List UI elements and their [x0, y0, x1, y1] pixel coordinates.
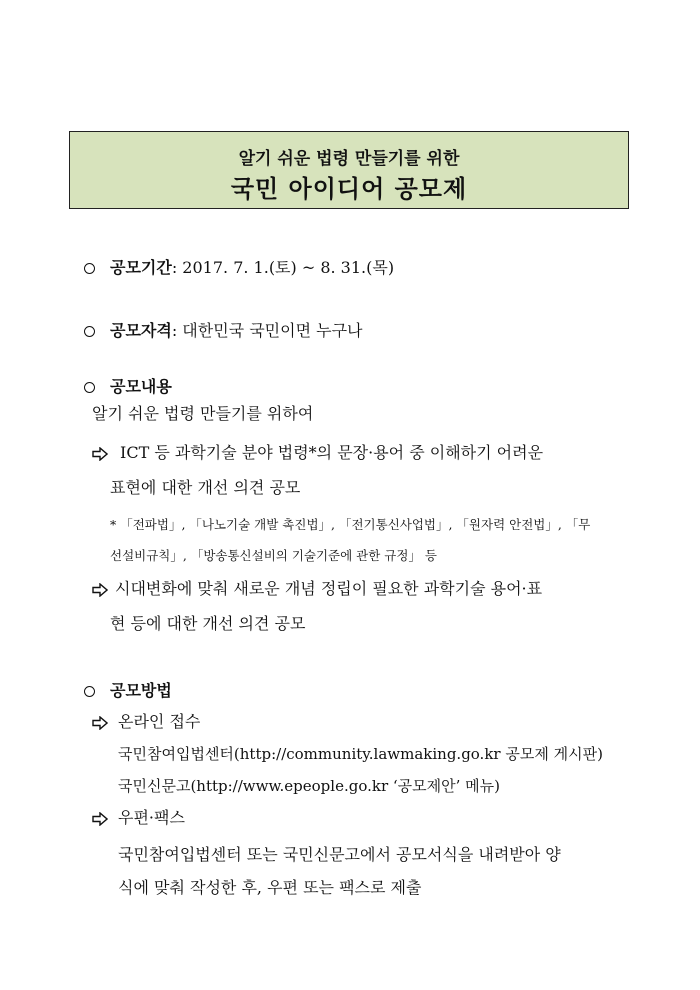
circle-bullet-icon: [84, 326, 95, 337]
period-line: [110, 258, 394, 278]
method-online-1: 국민참여입법센터(http://community.lawmaking.go.kr 공모제 게시판): [118, 745, 603, 763]
circle-bullet-icon: [84, 686, 95, 697]
eligibility-label: 공모자격: [110, 321, 172, 340]
method-mail-line2: 식에 맞춰 작성한 후, 우편 또는 팩스로 제출: [118, 878, 422, 897]
title-subtitle: 알기 쉬운 법령 만들기를 위한: [238, 149, 460, 169]
method-label: 공모방법: [110, 681, 172, 700]
title-box: [69, 131, 629, 209]
content-item1-line2: 표현에 대한 개선 의견 공모: [110, 478, 301, 497]
title-main: 국민 아이디어 공모제: [230, 175, 468, 203]
content-intro: 알기 쉬운 법령 만들기를 위하여: [92, 404, 314, 423]
hollow-arrow-icon: [92, 583, 108, 597]
content-note-line1: * 「전파법」, 「나노기술 개발 촉진법」, 「전기통신사업법」, 「원자력 안전법」, 「무: [110, 517, 591, 532]
method-mail-label: 우편·팩스: [118, 808, 185, 827]
content-item1-line1: ICT 등 과학기술 분야 법령*의 문장·용어 중 이해하기 어려운: [120, 443, 544, 462]
eligibility-line: [110, 321, 363, 341]
content-item2-line1: 시대변화에 맞춰 새로운 개념 정립이 필요한 과학기술 용어·표: [115, 579, 543, 598]
circle-bullet-icon: [84, 382, 95, 393]
content-label: 공모내용: [110, 377, 172, 396]
method-online-label: 온라인 접수: [118, 712, 201, 731]
method-online-2: 국민신문고(http://www.epeople.go.kr ‘공모제안’ 메뉴): [118, 777, 500, 795]
method-mail-line1: 국민참여입법센터 또는 국민신문고에서 공모서식을 내려받아 양: [118, 845, 561, 864]
period-label: 공모기간: [110, 258, 172, 277]
hollow-arrow-icon: [92, 447, 108, 461]
circle-bullet-icon: [84, 263, 95, 274]
content-item2-line2: 현 등에 대한 개선 의견 공모: [110, 614, 306, 633]
content-note-line2: 선설비규칙」, 「방송통신설비의 기술기준에 관한 규정」 등: [110, 548, 437, 563]
period-value: : 2017. 7. 1.(토) ~ 8. 31.(목): [171, 258, 395, 277]
hollow-arrow-icon: [92, 716, 108, 730]
hollow-arrow-icon: [92, 812, 108, 826]
eligibility-value: : 대한민국 국민이면 누구나: [171, 321, 363, 340]
